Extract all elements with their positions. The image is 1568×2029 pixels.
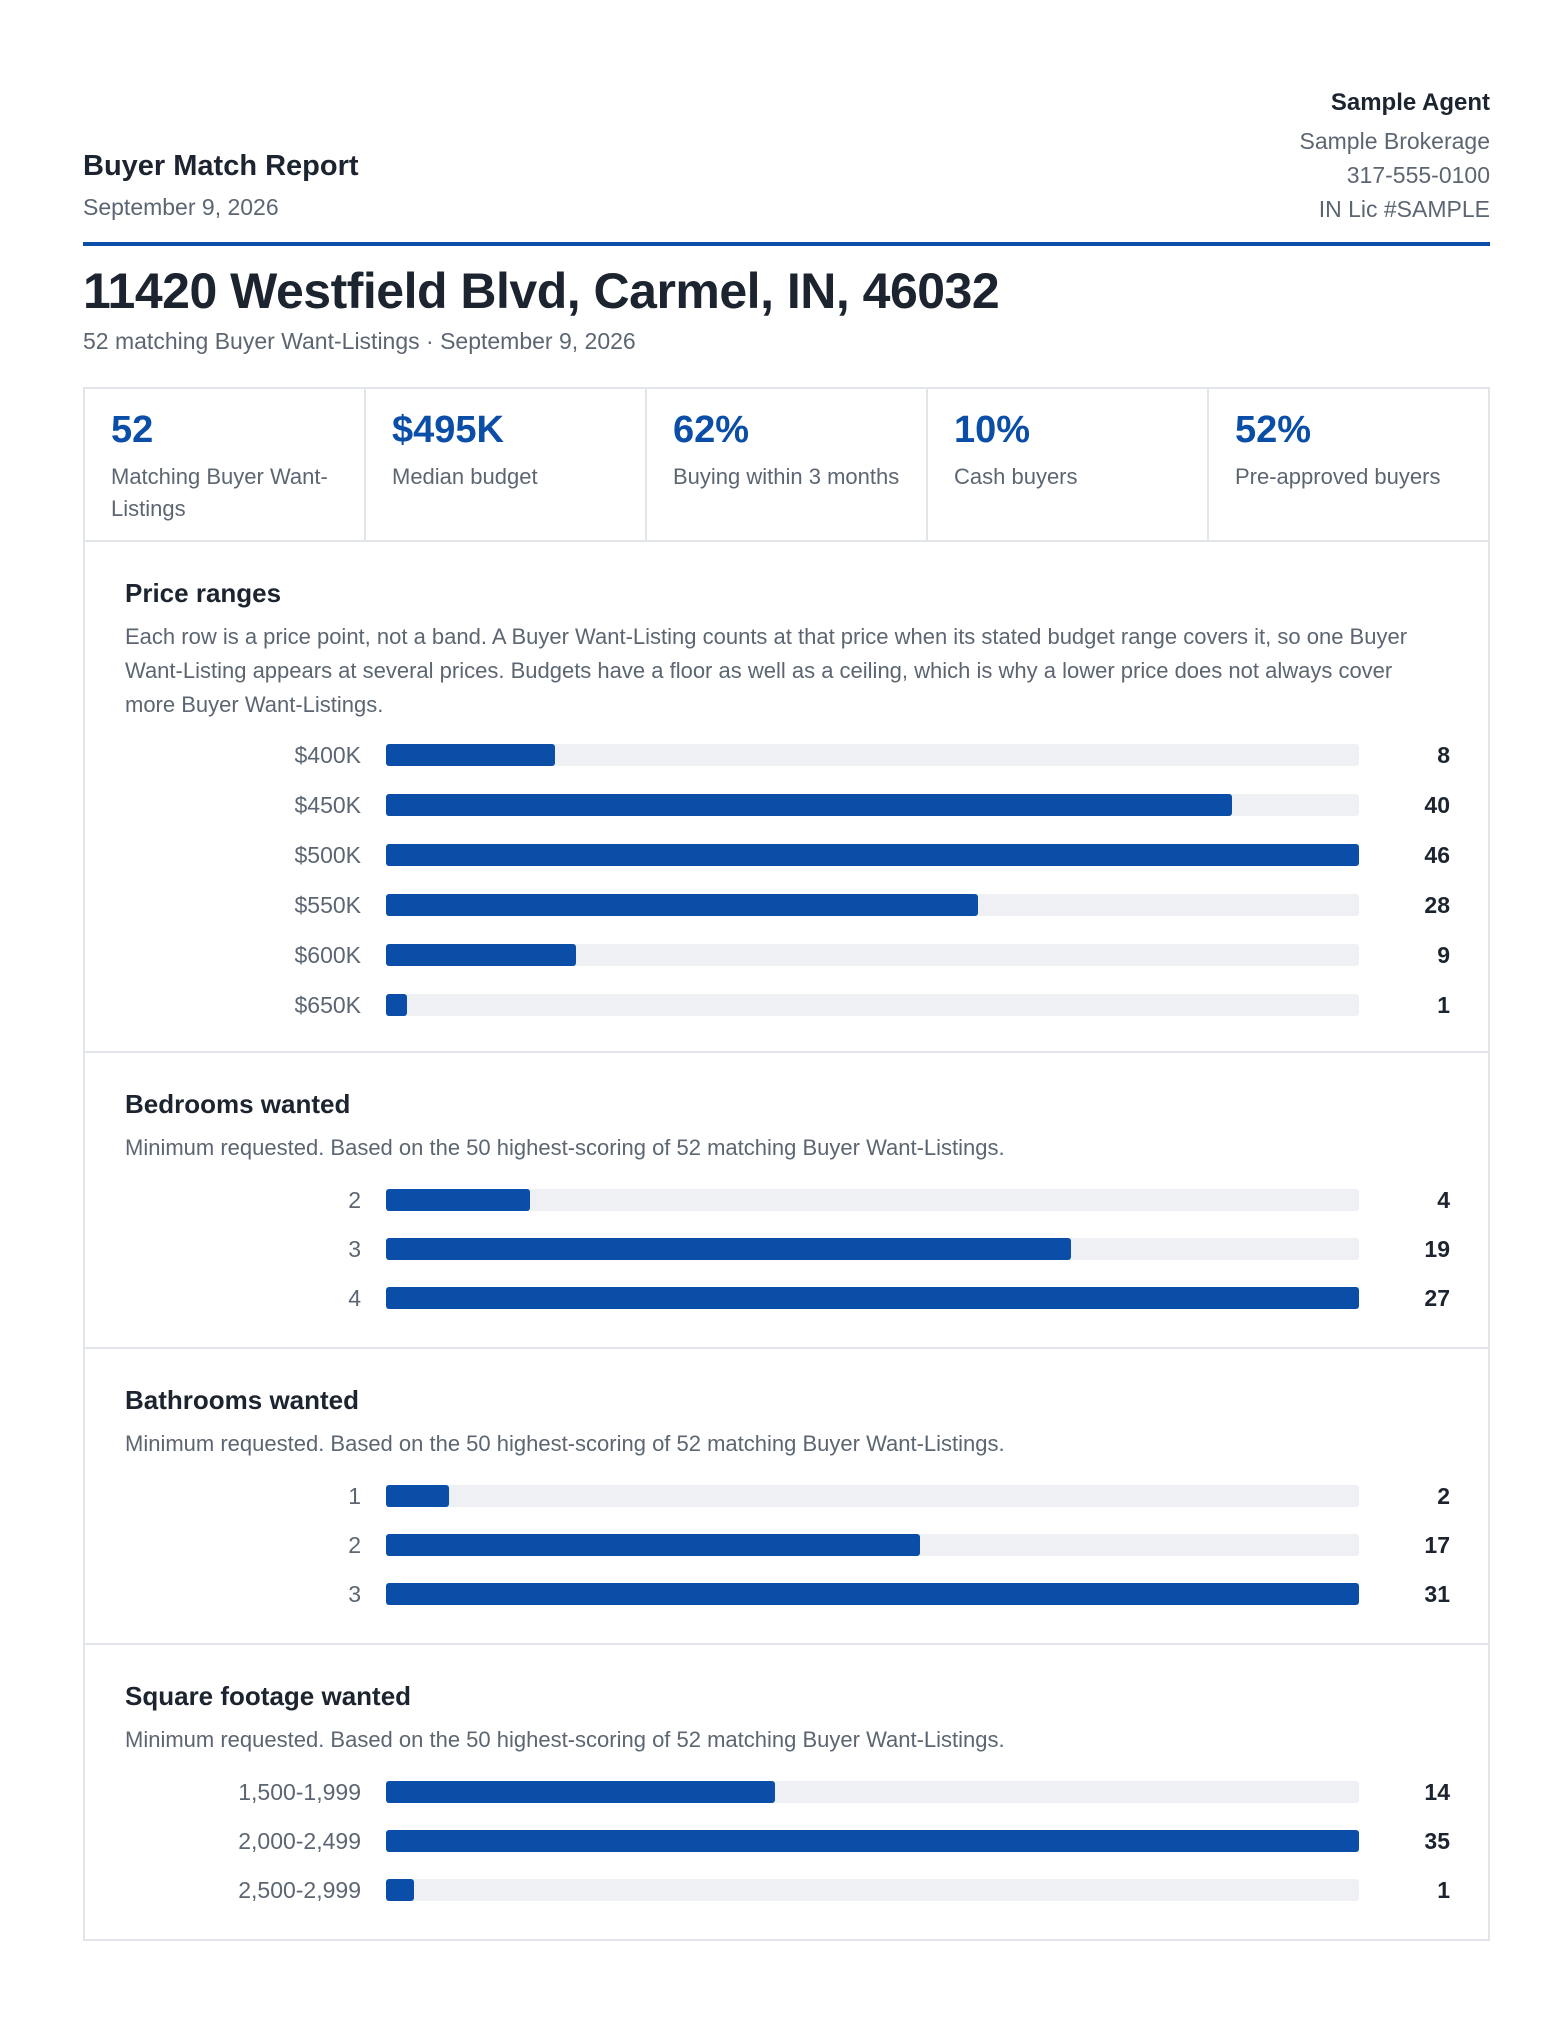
bar-value: 31 — [1424, 1581, 1450, 1607]
stat-label: Buying within 3 months — [673, 464, 900, 489]
bar-label: 4 — [348, 1285, 361, 1311]
bar-value: 46 — [1424, 842, 1450, 868]
bar-track — [386, 1879, 1359, 1901]
section-description: Each row is a price point, not a band. A Buyer Want-Listing counts at that price when its stated budget range covers it, so one Buyer Want-Listing appears at several prices. Budgets have a floor as well as a ceiling, which is why a lower price does not always cover more Buyer Want-Listings. — [125, 624, 1408, 717]
bar-value: 19 — [1424, 1236, 1450, 1262]
bar-label: 2,000-2,499 — [238, 1828, 361, 1854]
bar-value: 40 — [1424, 792, 1450, 818]
bar-track — [386, 1287, 1359, 1309]
bar-label: $550K — [294, 892, 361, 918]
bar-value: 8 — [1437, 742, 1450, 768]
bar-value: 9 — [1437, 942, 1450, 968]
bar-value: 27 — [1424, 1285, 1450, 1311]
bar-label: 3 — [348, 1581, 361, 1607]
bar — [386, 1287, 1359, 1309]
bedrooms-section — [83, 1053, 1490, 1349]
bar-value: 1 — [1437, 992, 1450, 1018]
bar-track — [386, 1583, 1359, 1605]
stat-value: $495K — [392, 409, 504, 451]
agent-phone: 317-555-0100 — [1346, 162, 1490, 188]
bar-value: 2 — [1437, 1483, 1450, 1509]
bar-track — [386, 1238, 1359, 1260]
stat-label: Pre-approved buyers — [1235, 464, 1441, 489]
section-description: Minimum requested. Based on the 50 highest-scoring of 52 matching Buyer Want-Listings. — [125, 1727, 1005, 1752]
bar-value: 35 — [1424, 1828, 1450, 1854]
bar — [386, 1189, 530, 1211]
bar — [386, 1485, 449, 1507]
agent-license: IN Lic #SAMPLE — [1318, 196, 1490, 222]
stat-label: Cash buyers — [954, 464, 1078, 489]
bar-track — [386, 794, 1359, 816]
report-header — [83, 0, 1490, 246]
stat-median-budget — [366, 389, 647, 540]
bar-label: 1,500-1,999 — [238, 1779, 361, 1805]
report-date: September 9, 2026 — [83, 194, 279, 220]
bar-label: $400K — [294, 742, 361, 768]
section-description: Minimum requested. Based on the 50 highest-scoring of 52 matching Buyer Want-Listings. — [125, 1135, 1005, 1160]
property-subline: 52 matching Buyer Want-Listings · September 9, 2026 — [83, 328, 636, 354]
stat-value: 10% — [954, 409, 1031, 451]
bar-value: 1 — [1437, 1877, 1450, 1903]
bar-label: 2 — [348, 1187, 361, 1213]
square-footage-section — [83, 1645, 1490, 1941]
bar — [386, 744, 555, 766]
bar — [386, 1534, 920, 1556]
bar — [386, 844, 1359, 866]
bar — [386, 1879, 414, 1901]
bar-value: 17 — [1424, 1532, 1450, 1558]
bar-track — [386, 1485, 1359, 1507]
bar-label: $450K — [294, 792, 361, 818]
section-title: Bathrooms wanted — [125, 1385, 360, 1415]
price-ranges-section — [83, 542, 1490, 1053]
agent-brokerage: Sample Brokerage — [1299, 128, 1490, 154]
stat-label: Matching Buyer Want-Listings — [111, 464, 328, 521]
agent-name: Sample Agent — [1330, 89, 1490, 116]
bar-label: 2,500-2,999 — [238, 1877, 361, 1903]
section-title: Bedrooms wanted — [125, 1089, 351, 1119]
bar — [386, 894, 978, 916]
bar-value: 14 — [1424, 1779, 1450, 1805]
report-page — [83, 0, 1490, 1903]
stat-value: 62% — [673, 409, 750, 451]
agent-block — [1300, 86, 1491, 226]
stat-value: 52% — [1235, 409, 1312, 451]
stat-matching — [85, 389, 366, 540]
bar-track — [386, 1830, 1359, 1852]
stat-buying-soon — [647, 389, 928, 540]
bar-label: $500K — [294, 842, 361, 868]
bar — [386, 1583, 1359, 1605]
bar — [386, 1781, 775, 1803]
property-address: 11420 Westfield Blvd, Carmel, IN, 46032 — [83, 263, 1000, 319]
report-title: Buyer Match Report — [83, 150, 359, 182]
bar-label: 2 — [348, 1532, 361, 1558]
bar — [386, 944, 576, 966]
bar-track — [386, 1189, 1359, 1211]
bar — [386, 1238, 1071, 1260]
bar-track — [386, 844, 1359, 866]
bar-value: 28 — [1424, 892, 1450, 918]
stats-row — [83, 387, 1490, 542]
bar-label: 3 — [348, 1236, 361, 1262]
bar-value: 4 — [1437, 1187, 1450, 1213]
bathrooms-section — [83, 1349, 1490, 1645]
bar-track — [386, 1781, 1359, 1803]
bar — [386, 794, 1232, 816]
stat-label: Median budget — [392, 464, 538, 489]
stat-cash-buyers — [928, 389, 1209, 540]
bar-label: $650K — [294, 992, 361, 1018]
bar-track — [386, 744, 1359, 766]
bar-track — [386, 1534, 1359, 1556]
stat-pre-approved — [1209, 389, 1488, 540]
stat-value: 52 — [111, 409, 154, 451]
bar-track — [386, 994, 1359, 1016]
bar-label: $600K — [294, 942, 361, 968]
bar — [386, 994, 407, 1016]
bar-track — [386, 894, 1359, 916]
bar-label: 1 — [348, 1483, 361, 1509]
section-title: Price ranges — [125, 578, 282, 608]
section-title: Square footage wanted — [125, 1681, 412, 1711]
section-description: Minimum requested. Based on the 50 highest-scoring of 52 matching Buyer Want-Listings. — [125, 1431, 1005, 1456]
bar-track — [386, 944, 1359, 966]
bar — [386, 1830, 1359, 1852]
